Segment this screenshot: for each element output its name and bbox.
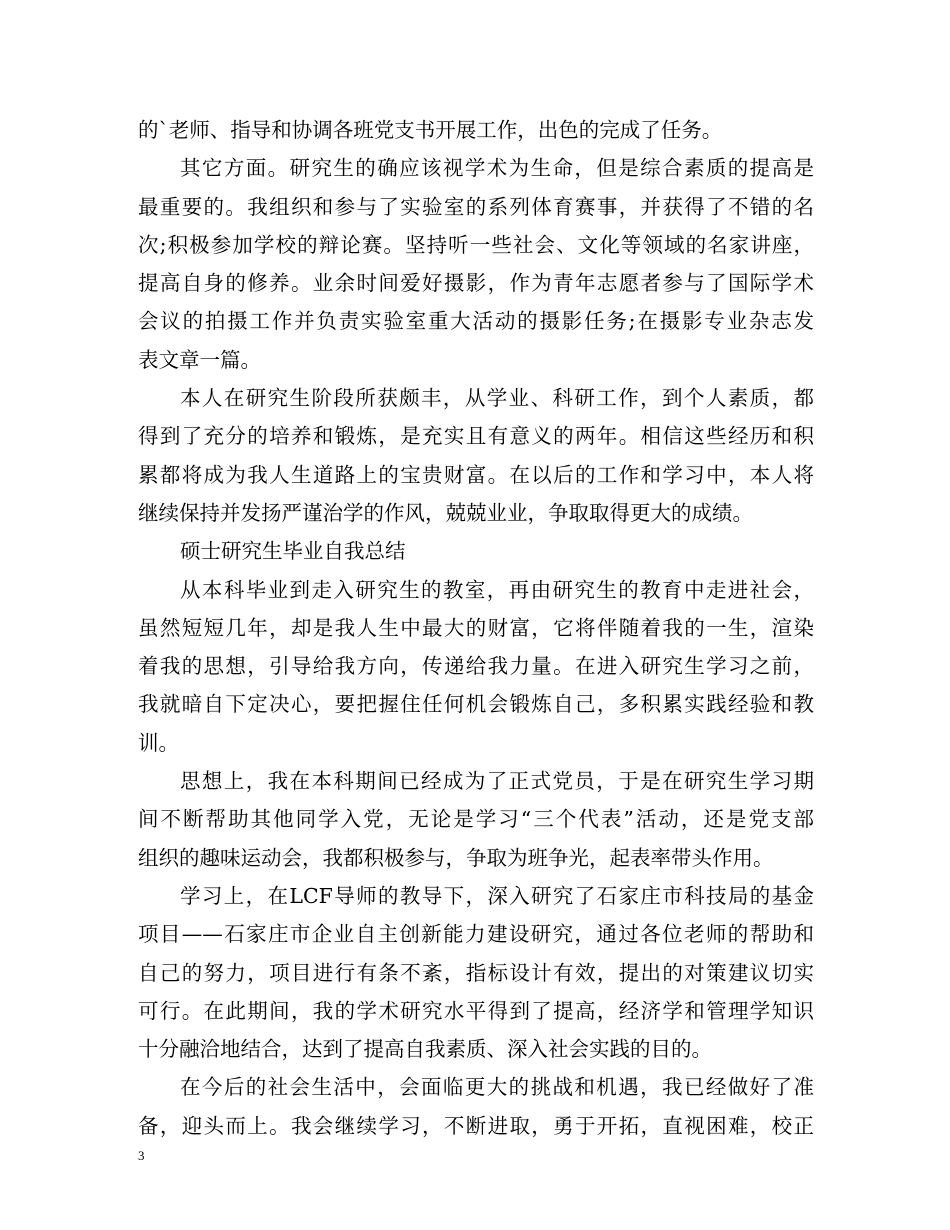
text-line: 十分融洽地结合，达到了提高自我素质、深入社会实践的目的。 <box>138 1037 712 1062</box>
text-line: 自己的努力，项目进行有条不紊，指标设计有效，提出的对策建议切实 <box>138 960 814 985</box>
text-line: 继续保持并发扬严谨治学的作风，兢兢业业，争取取得更大的成绩。 <box>138 500 753 525</box>
text-line: 项目——石家庄市企业自主创新能力建设研究，通过各位老师的帮助和 <box>138 922 814 947</box>
text-line: 着我的思想，引导给我方向，传递给我力量。在进入研究生学习之前， <box>138 654 814 679</box>
document-body <box>138 111 814 1145</box>
text-line: 提高自身的修养。业余时间爱好摄影，作为青年志愿者参与了国际学术 <box>138 271 814 296</box>
text-line: 可行。在此期间，我的学术研究水平得到了提高，经济学和管理学知识 <box>138 998 814 1023</box>
text-line: 本人在研究生阶段所获颇丰，从学业、科研工作，到个人素质，都 <box>180 386 814 411</box>
text-line: 从本科毕业到走入研究生的教室，再由研究生的教育中走进社会， <box>180 577 814 602</box>
text-line: 组织的趣味运动会，我都积极参与，争取为班争光，起表率带头作用。 <box>138 845 774 870</box>
text-line: 思想上，我在本科期间已经成为了正式党员，于是在研究生学习期 <box>180 769 814 794</box>
text-line: 最重要的。我组织和参与了实验室的系列体育赛事，并获得了不错的名 <box>138 194 814 219</box>
text-line: 会议的拍摄工作并负责实验室重大活动的摄影任务;在摄影专业杂志发 <box>138 309 814 334</box>
text-line: 学习上，在LCF导师的教导下，深入研究了石家庄市科技局的基金 <box>180 883 814 908</box>
text-line: 训。 <box>138 730 179 755</box>
text-line: 硕士研究生毕业自我总结 <box>180 539 406 564</box>
text-line: 备，迎头而上。我会继续学习，不断进取，勇于开拓，直视困难，校正 <box>138 1113 814 1138</box>
page-number: 3 <box>138 1148 145 1163</box>
text-line: 其它方面。研究生的确应该视学术为生命，但是综合素质的提高是 <box>180 156 814 181</box>
text-line: 的`老师、指导和协调各班党支书开展工作，出色的完成了任务。 <box>138 118 723 142</box>
text-line: 在今后的社会生活中，会面临更大的挑战和机遇，我已经做好了准 <box>180 1075 814 1100</box>
text-line: 累都将成为我人生道路上的宝贵财富。在以后的工作和学习中，本人将 <box>138 462 814 487</box>
text-line: 间不断帮助其他同学入党，无论是学习“三个代表”活动，还是党支部 <box>138 807 814 832</box>
text-line: 表文章一篇。 <box>138 347 261 372</box>
text-line: 得到了充分的培养和锻炼，是充实且有意义的两年。相信这些经历和积 <box>138 424 814 449</box>
text-line: 虽然短短几年，却是我人生中最大的财富，它将伴随着我的一生，渲染 <box>138 615 814 640</box>
text-line: 我就暗自下定决心，要把握住任何机会锻炼自己，多积累实践经验和教 <box>138 692 814 717</box>
text-line: 次;积极参加学校的辩论赛。坚持听一些社会、文化等领域的名家讲座， <box>138 232 814 257</box>
